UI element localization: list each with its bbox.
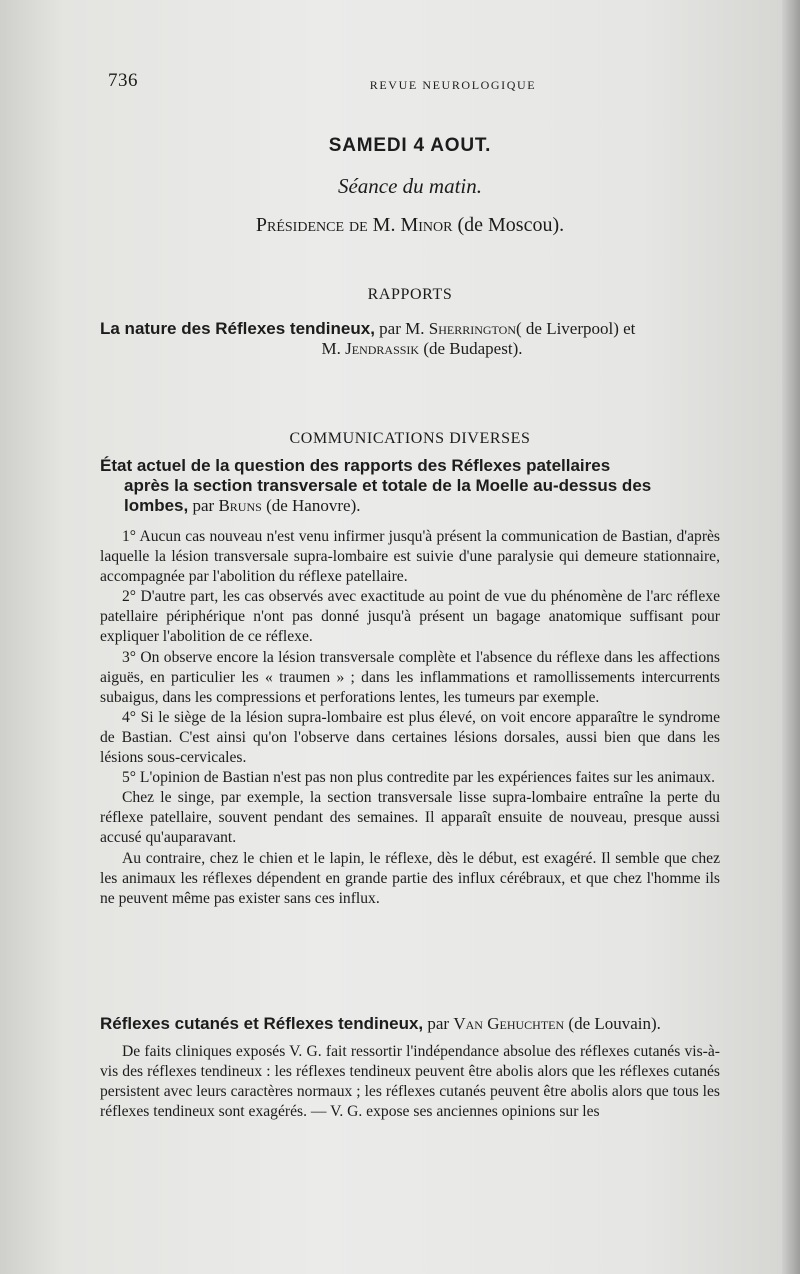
- communication-2-by: par: [423, 1014, 454, 1033]
- paragraph: 2° D'autre part, les cas observés avec exactitude au point de vue du phénomène de l'arc réflexe patellaire périphérique n'ont pas donné jusqu'à présent un bagage anatomique suffisant pour expliquer l'abolition de ce réflexe.: [100, 588, 720, 646]
- paragraph: Chez le singe, par exemple, la section transversale lisse supra-lombaire entraîne la perte du réflexe patellaire, souvent pendant des semaines. Il apparaît ensuite de nouveau, presque aussi accusé qu'auparavant.: [100, 789, 720, 847]
- presidence-line: [100, 214, 720, 237]
- communication-2-title-text: Réflexes cutanés et Réflexes tendineux,: [100, 1014, 424, 1033]
- report-entry-title: [100, 319, 724, 359]
- communication-1-body: [100, 527, 720, 909]
- report-affiliation-1: ( de Liverpool) et: [515, 319, 636, 338]
- report-by-2: M.: [321, 339, 346, 358]
- communication-2-author: Van Gehuchten: [453, 1014, 565, 1033]
- running-head: REVUE NEUROLOGIQUE: [369, 78, 537, 92]
- communication-2-body: [100, 1042, 720, 1122]
- report-title: La nature des Réflexes tendineux,: [100, 319, 375, 338]
- paragraph: 1° Aucun cas nouveau n'est venu infirmer jusqu'à présent la communication de Bastian, d'après laquelle la lésion transversale supra-lombaire est suivie d'une paralysie qui demeure stationnaire, accompagnée par l'abolition du réflexe patellaire.: [100, 528, 720, 586]
- report-by: par M.: [374, 319, 429, 338]
- report-author-2: Jendrassik: [345, 339, 420, 358]
- paragraph: 4° Si le siège de la lésion supra-lombaire est plus élevé, on voit encore apparaître le syndrome de Bastian. C'est ainsi qu'on l'observe dans certaines lésions dorsales, aussi bien que dans les lésions sous-cervicales.: [100, 708, 720, 767]
- communication-1-by: par: [188, 496, 219, 515]
- communication-1-title-line-3: lombes,: [124, 496, 189, 515]
- communication-1-title-line-1: État actuel de la question des rapports des Réflexes patellaires: [100, 456, 611, 475]
- page-edge-shadow: [782, 0, 800, 1274]
- section-heading-rapports: RAPPORTS: [367, 286, 453, 303]
- paragraph: De faits cliniques exposés V. G. fait ressortir l'indépendance absolue des réflexes cutanés vis-à-vis des réflexes tendineux : les réflexes tendineux peuvent être abolis alors que les réflexes cutanés persistent avec leurs caractères normaux ; les réflexes cutanés peuvent être abolis alors que tous les réflexes tendineux sont exagérés. — V. G. expose ses anciennes opinions sur les: [100, 1043, 720, 1121]
- communication-1-affiliation: (de Hanovre).: [261, 496, 361, 515]
- presidence-suffix: (de Moscou).: [452, 214, 565, 236]
- communication-1-title-line-2: après la section transversale et totale de la Moelle au-dessus des: [124, 476, 652, 495]
- day-title: SAMEDI 4 AOUT.: [328, 135, 492, 156]
- page-number: 736: [108, 70, 138, 91]
- communication-2-affiliation: (de Louvain).: [564, 1014, 661, 1033]
- presidence-name: Minor: [400, 214, 453, 236]
- communication-2-title: [100, 1014, 724, 1034]
- communication-1-title: [100, 456, 724, 516]
- paragraph: 3° On observe encore la lésion transversale complète et l'absence du réflexe dans les affections aiguës, en particulier les « traumen » ; dans les inflammations et ramollissements intercurrents subaigus, dans les compressions et perforations lentes, les tumeurs par exemple.: [100, 648, 720, 706]
- communication-1-author: Bruns: [218, 496, 262, 515]
- section-heading-communications: COMMUNICATIONS DIVERSES: [289, 430, 531, 447]
- session-title: Séance du matin.: [337, 174, 483, 198]
- report-affiliation-2: (de Budapest).: [419, 339, 523, 358]
- paragraph: Au contraire, chez le chien et le lapin, le réflexe, dès le début, est exagéré. Il semble que chez les animaux les réflexes dépendent en grande partie des influx cérébraux, et que chez l'homme ils ne peuvent même pas exister sans ces influx.: [100, 849, 720, 907]
- paragraph: 5° L'opinion de Bastian n'est pas non plus contredite par les expériences faites sur les animaux.: [122, 769, 715, 787]
- report-author-1: Sherrington: [428, 319, 516, 338]
- presidence-prefix: Présidence de M.: [255, 214, 401, 236]
- page-header: [108, 70, 728, 94]
